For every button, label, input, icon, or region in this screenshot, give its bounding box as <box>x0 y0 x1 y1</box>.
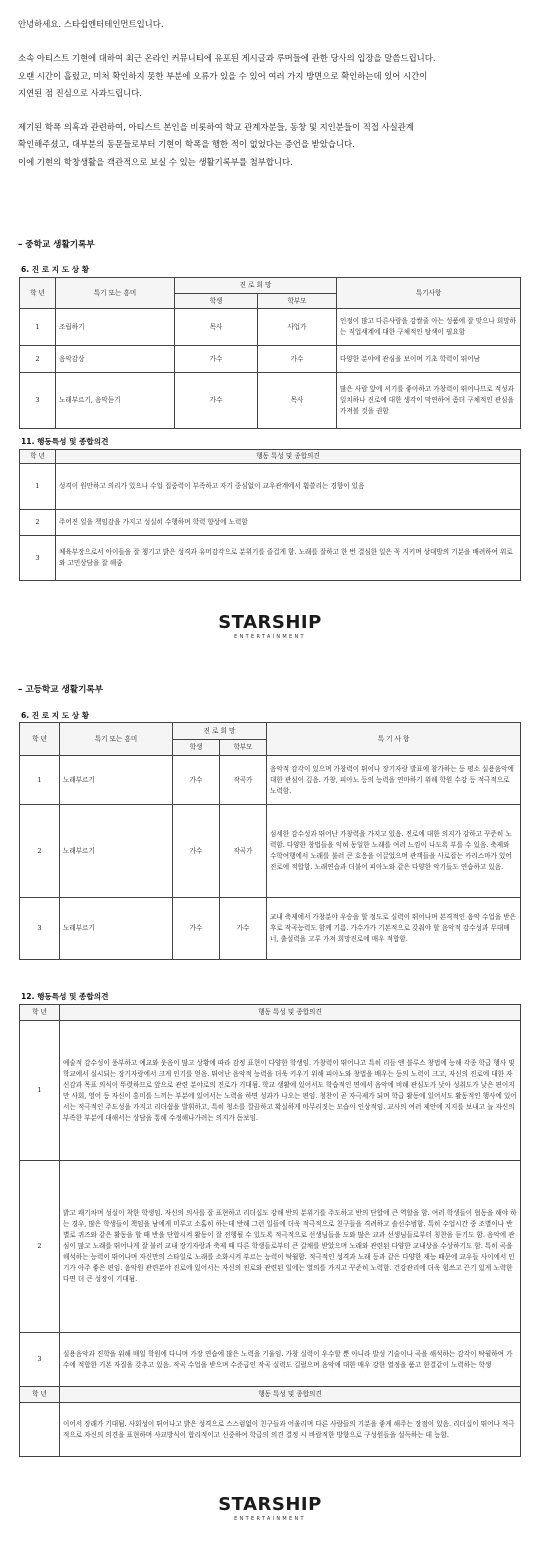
opinion-cell: 예술적 감수성이 풍부하고 예교와 웃음이 많고 상황에 따라 감정 표현이 다양한 학생임. 가창력이 뛰어나고 특히 리듬 앤 블루스 창법에 능해 각종 학급 행사 및 학교에서 실시되는 장기자랑에서 크게 인기를 얻음. 뛰어난 음악적 능력을 더욱 키우기 위해 피아노와 창법을 배우는 등의 노력이 크고, 자신의 진로에 대한 자신감과 목표 의식이 뚜렷하므로 앞으로 관련 분야로의 진로가 기대됨. 학교 생활에 있어서도 학습적인 면에서 음악에 비해 관심도가 낮아 성취도가 낮은 편이지만 사회, 영어 등 자신이 흥미를 느끼는 부분에 있어서는 노력을 하면 성과가 나오는 편임. 청찬이 곧 자극제가 되며 학급 활동에 있어서도 활동적인 행사에 있어서는 적극적인 주도성을 가지고 리더쉽을 발휘하고, 특히 청소를 깔끔하고 확실하게 마무리짓는 모습이 인상적임. 교사의 여러 제안에 지지를 보내고 늘 자신의 부족한 부분에 대해서는 상담을 통해 수정해나가려는 의지가 돋보임. <box>60 1021 521 1161</box>
table-row <box>20 464 521 510</box>
header-notes: 특기사항 <box>337 278 521 309</box>
parent-hope-cell: 가수 <box>220 898 267 960</box>
header-grade: 학 년 <box>20 1387 60 1403</box>
header-notes: 특 기 사 항 <box>267 723 521 756</box>
table-row <box>20 510 521 536</box>
starship-logo <box>0 1496 540 1522</box>
opinion-cell: 주어진 일을 책임감을 가지고 성실히 수행하며 학력 향상에 노력함 <box>56 510 521 536</box>
statement-line: 지연된 점 진심으로 사과드립니다. <box>18 87 142 98</box>
opinion-cell: 실용음악과 진학을 위해 매일 학원에 다니며 가장 연습에 많은 노력을 기울임. 가창 실력이 우수할 뿐 아니라 발성 기술이나 곡을 해석하는 감각이 탁월하여 가수에 적합한 기본 자질을 갖추고 있음. 작곡 수업을 받으며 수준급인 작곡 실력도 길렀으며 음악에 대한 매우 강한 열정을 품고 한결같이 노력하는 학생 <box>60 1333 521 1387</box>
opinion-cell: 밝고 쾌기차며 성실이 착한 학생임. 자신의 의사를 잘 표현하고 리더십도 강해 반의 분위기를 주도하고 반의 단합에 큰 역할을 함. 여러 학생들이 협동을 해야 하는 경우, 많은 학생들이 책임을 남에게 미루고 소홀히 하는데 반해 그런 일들에 더욱 적극적으로 친구들을 격려하고 솔선수범함. 특히 수업시간 중 조별이나 반별로 퀴즈와 같은 활동을 할 때 반을 단합시켜 활동이 잘 전행될 수 있도록 적극적으로 선생님들을 도와 많은 교과 선생님들로부터 칭찬을 듣기도 함. 음악에 관심이 많고 노래를 뛰어나게 잘 불러 교내 장기자랑과 축제 때 다른 학생들로부터 큰 갈채를 받았으며 노래와 관련된 다양한 교내상을 수상하기도 함. 특히 곡을 해석하는 능력이 뛰어나며 자신만의 스타일로 노래를 소화시켜 부르는 능력이 탁월함. 적극적인 성격과 노래 등과 같은 다양한 재능 때문에 교우들 사이에서 인기가 아주 좋은 편임. 음악원 관련분야 진로에 있어서는 자신의 진로와 관련된 일에는 열의를 가지고 꾸준히 노력함. 건강관리에 더욱 힘쓰고 끈기 있게 노력한다면 더 큰 성장이 기대됨. <box>60 1161 521 1333</box>
statement-line: 이에 기현의 학창생활을 객관적으로 보실 수 있는 생활기록부를 첨부합니다. <box>18 156 293 167</box>
note-cell: 많은 사람 앞에 서기를 좋아하고 가창력이 뛰어나므로 적성과 일치하나 진로에 대한 생각이 막연하여 좀더 구체적인 관심을 가져볼 것을 권함 <box>337 373 521 429</box>
header-parent: 학부모 <box>220 740 267 756</box>
table-row <box>20 346 521 373</box>
header-opinion: 행동 특성 및 종합의견 <box>60 1387 521 1403</box>
note-cell: 인정이 많고 다른사람을 감쌀줄 아는 성품에 잘 맞으나 희망하는 직업세계에 대한 구체적인 탐색이 필요함 <box>337 309 521 346</box>
middle-career-table <box>19 277 521 429</box>
parent-hope-cell: 가수 <box>258 346 337 373</box>
logo-wordmark: STARSHIP <box>218 1494 322 1515</box>
greeting: 안녕하세요. 스타쉽엔터테인먼트입니다. <box>18 19 164 29</box>
header-grade: 학 년 <box>20 450 56 464</box>
starship-logo <box>0 614 540 640</box>
table-row <box>20 756 521 805</box>
high-behavior-caption: 12. 행동특성 및 종합의견 <box>21 992 109 1001</box>
header-grade: 학 년 <box>20 278 56 309</box>
header-grade: 학 년 <box>20 1005 60 1021</box>
student-hope-cell: 가수 <box>173 898 220 960</box>
high-career-table <box>19 722 521 960</box>
logo-subtitle: ENTERTAINMENT <box>234 634 306 640</box>
header-parent: 학부모 <box>258 294 337 309</box>
student-hope-cell: 가수 <box>173 756 220 805</box>
table-row <box>20 373 521 429</box>
student-hope-cell: 가수 <box>173 805 220 898</box>
blank-line <box>18 102 523 119</box>
grade-cell <box>20 1403 60 1457</box>
opinion-cell: 성격이 원만하고 의리가 있으나 수업 집중력이 부족하고 자기 중심없이 교우관계에서 휩쓸리는 경향이 있음 <box>56 464 521 510</box>
grade-cell: 1 <box>20 309 56 346</box>
parent-hope-cell: 사업가 <box>258 309 337 346</box>
table-row <box>20 1403 521 1457</box>
note-cell: 교내 축제에서 가창분야 우승을 할 정도로 실력이 뛰어나며 본격적인 음악 수업을 받은 후로 작곡능력도 함께 기름. 가수가가 기본적으로 갖춰야 할 음악적 감수성과 무대매너, 출설력을 고루 가져 희망진로에 매우 적합함. <box>267 898 521 960</box>
header-career-hope: 진 로 희 망 <box>175 278 337 294</box>
hobby-cell: 노래부르기 <box>60 898 173 960</box>
grade-cell: 3 <box>20 373 56 429</box>
grade-cell: 2 <box>20 805 60 898</box>
header-hobby: 특기 또는 흥미 <box>60 723 173 756</box>
logo-subtitle: ENTERTAINMENT <box>234 1516 306 1522</box>
header-student: 학생 <box>173 740 220 756</box>
statement-line: 소속 아티스트 기현에 대하여 최근 온라인 커뮤니티에 유포된 게시글과 루머들에 관한 당사의 입장을 말씀드립니다. <box>18 53 436 64</box>
header-career-hope: 진 로 희 망 <box>173 723 267 740</box>
parent-hope-cell: 작곡가 <box>220 805 267 898</box>
student-hope-cell: 가수 <box>175 373 258 429</box>
grade-cell: 1 <box>20 1021 60 1161</box>
grade-cell: 1 <box>20 464 56 510</box>
parent-hope-cell: 목사 <box>258 373 337 429</box>
header-grade: 학 년 <box>20 723 60 756</box>
table-row <box>20 805 521 898</box>
high-career-caption: 6. 진 로 지 도 상 황 <box>21 711 90 720</box>
statement-line: 오랜 시간이 흘렀고, 미처 확인하지 못한 부분에 오류가 있을 수 있어 여러 가지 방면으로 확인하는데 있어 시간이 <box>18 70 428 81</box>
hobby-cell: 노래부르기, 음악듣기 <box>56 373 175 429</box>
note-cell: 섬세한 감수성과 뛰어난 가창력을 가지고 있음. 진로에 대한 의지가 강하고 꾸준히 노력함. 다양한 창법들을 익혀 동일한 노래를 여러 느낌이 나도록 부를 수 있음. 축제와 수학여행에서 노래를 불러 큰 호응을 이끌었으며 관객들을 사로잡는 카리스마가 있어 진로에 적합함. 노래연습과 더불어 피아노와 같은 다양한 악기들도 연습하고 있음. <box>267 805 521 898</box>
header-opinion: 행동 특성 및 종합의견 <box>56 450 521 464</box>
parent-hope-cell: 작곡가 <box>220 756 267 805</box>
grade-cell: 2 <box>20 346 56 373</box>
logo-wordmark: STARSHIP <box>218 612 322 633</box>
table-row <box>20 309 521 346</box>
statement-line: 제기된 학폭 의혹과 관련하여, 아티스트 본인을 비롯하여 학교 관계자분들, 동창 및 지인분들이 직접 사실관계 <box>18 122 414 133</box>
student-hope-cell: 가수 <box>175 346 258 373</box>
note-cell: 다양한 분야에 관심을 보이며 기초 학력이 뛰어남 <box>337 346 521 373</box>
table-row <box>20 898 521 960</box>
middle-career-caption: 6. 진 로 지 도 상 황 <box>21 265 90 274</box>
blank-line <box>18 33 523 50</box>
middle-school-heading: – 중학교 생활기록부 <box>18 240 95 250</box>
grade-cell: 2 <box>20 1161 60 1333</box>
hobby-cell: 조립하기 <box>56 309 175 346</box>
table-row <box>20 536 521 581</box>
statement-line: 확인해주셨고, 대부분의 동문들로부터 기현이 학폭을 행한 적이 없었다는 증언을 받았습니다. <box>18 139 355 150</box>
grade-cell: 3 <box>20 898 60 960</box>
table-row <box>20 1161 521 1333</box>
middle-behavior-caption: 11. 행동특성 및 종합의견 <box>21 437 109 446</box>
opinion-cell: 이어서 장래가 기대됨. 사회성이 뛰어나고 밝은 성격으로 스스럼없이 친구들과 어울리며 다른 사람들의 기분을 좋게 해주는 장점이 있음. 리더십이 뛰어나 적극적으로 자신의 의견을 표현하며 사교방식이 합리적이고 신중하여 학급의 의견 결정 시 바람직한 방향으로 구성원들을 설득하는 데 능함. <box>60 1403 521 1457</box>
grade-cell: 3 <box>20 536 56 581</box>
note-cell: 음악적 감각이 있으며 가창력이 뛰어나 장기자랑 발표에 참가하는 등 평소 실용음악에 대한 관심이 깊음. 가창, 피아노 등의 능력을 연마하기 위해 학원 수강 등 적극적으로 노력함. <box>267 756 521 805</box>
header-student: 학생 <box>175 294 258 309</box>
student-hope-cell: 목사 <box>175 309 258 346</box>
middle-behavior-table <box>19 449 521 581</box>
grade-cell: 2 <box>20 510 56 536</box>
header-hobby: 특기 또는 흥미 <box>56 278 175 309</box>
hobby-cell: 노래부르기 <box>60 756 173 805</box>
hobby-cell: 음악감상 <box>56 346 175 373</box>
high-school-heading: – 고등학교 생활기록부 <box>18 685 103 695</box>
grade-cell: 1 <box>20 756 60 805</box>
table-row <box>20 1021 521 1161</box>
statement-intro <box>18 16 523 171</box>
high-behavior-table <box>19 1004 521 1457</box>
opinion-cell: 체육부장으로서 아이들을 잘 챙기고 밝은 성격과 유머감각으로 분위기를 즐겁게 함. 노래를 잘하고 한 번 결심한 일은 꼭 지키며 상대방의 기분을 배려하여 위로와 고민상담을 잘 해줌 <box>56 536 521 581</box>
table-row <box>20 1333 521 1387</box>
grade-cell: 3 <box>20 1333 60 1387</box>
header-opinion: 행동 특성 및 종합의견 <box>60 1005 521 1021</box>
hobby-cell: 노래부르기 <box>60 805 173 898</box>
